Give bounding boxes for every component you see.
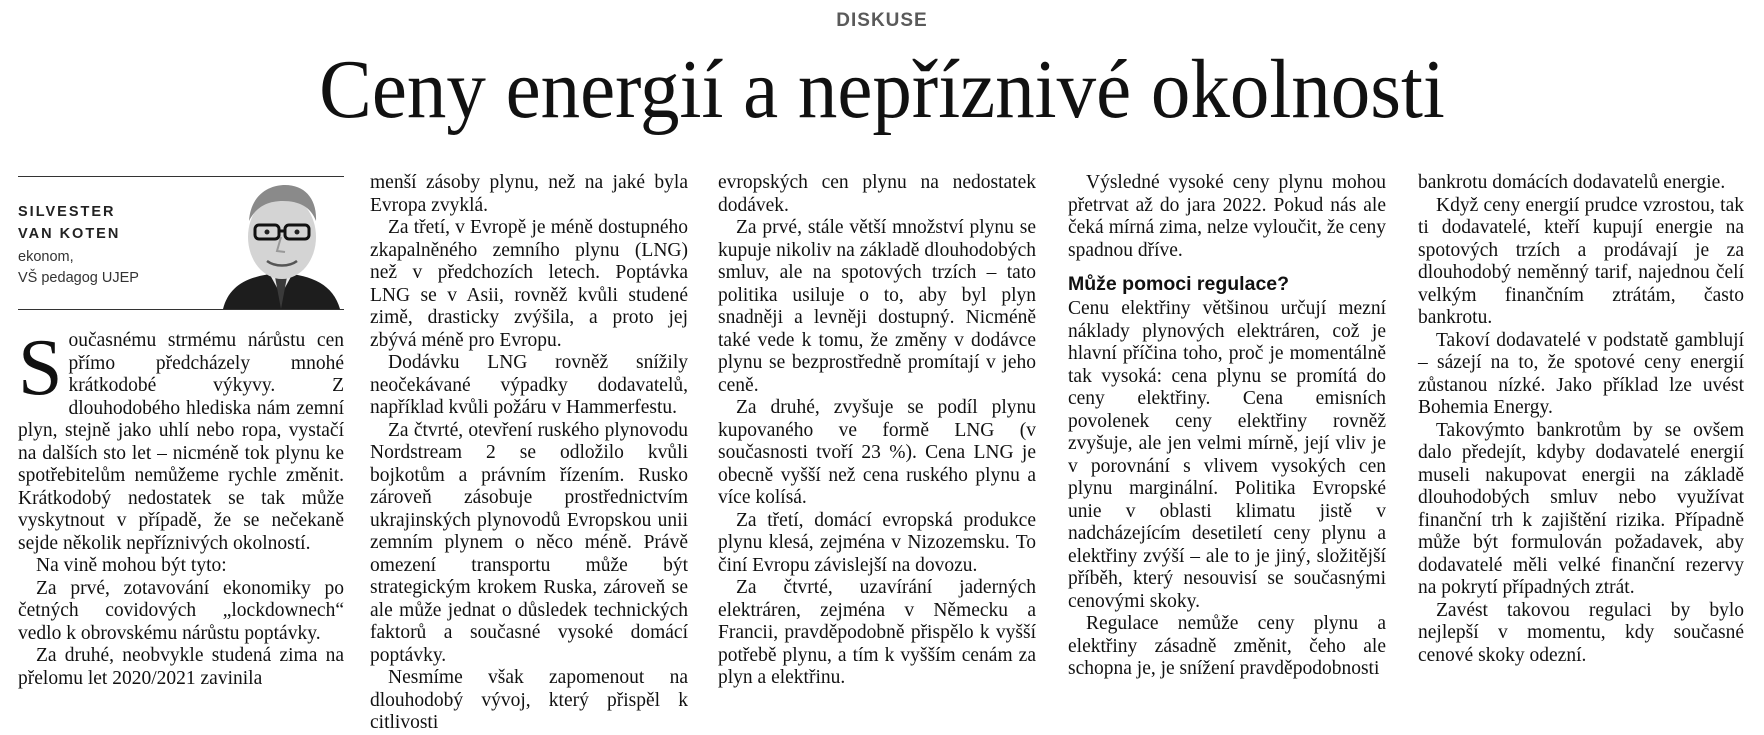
paragraph: Zavést takovou regulaci by bylo nejlepší v momentu, kdy současné cenové skoky odezní.: [1418, 599, 1744, 666]
paragraph: evropských cen plynu na nedostatek dodávek.: [718, 172, 1036, 216]
paragraph: Když ceny energií prudce vzrostou, tak ti dodavatelé, kteří kupují energie na spotových trzích a prodávají je za dlouhodobý neměnný tarif, najednou čelí velkým finančním ztrátám, často bankrotu.: [1418, 194, 1744, 328]
paragraph: Za prvé, stále větší množství plynu se kupuje nikoliv na základě dlouhodobých smluv, ale na spotových trzích – tato politika usiluje o to, aby byl plyn snadněji a levněji dostupný. Nicméně také vede k tomu, že změny v dodávce plynu se bezprostředně promítají v jeho ceně.: [718, 217, 1036, 396]
author-role: [18, 247, 139, 289]
paragraph: Za prvé, zotavování ekonomiky po četných covidových „lockdownech“ vedlo k obrovskému nárůstu poptávky.: [18, 577, 344, 644]
paragraph: Za třetí, v Evropě je méně dostupného zkapalněného zemního plynu (LNG) než v předchozích letech. Poptávka LNG se v Asii, rovněž kvůli studené zimě, drasticky zvýšila, a proto jej zbývá méně pro Evropu.: [370, 217, 688, 351]
paragraph: Na vině mohou být tyto:: [36, 555, 227, 576]
author-name: [18, 201, 120, 245]
paragraph: menší zásoby plynu, než na jaké byla Evropa zvyklá.: [370, 172, 688, 216]
author-name-line2: VAN KOTEN: [18, 226, 121, 242]
author-role-line2: VŠ pedagog UJEP: [18, 270, 139, 286]
paragraph: Za druhé, neobvykle studená zima na přelomu let 2020/2021 zavinila: [18, 645, 344, 689]
author-portrait: [219, 177, 344, 309]
author-name-line1: SILVESTER: [18, 204, 116, 220]
author-box: [18, 176, 344, 310]
paragraph: Za čtvrté, uzavírání jaderných elektráren, zejména v Německu a Francii, pravděpodobně přispělo k vyšší potřebě plynu, a tím k vyšším cenám za plyn a elektřinu.: [718, 577, 1036, 688]
paragraph: bankrotu domácích dodavatelů energie.: [1418, 172, 1726, 193]
paragraph: Výsledné vysoké ceny plynu mohou přetrvat až do jara 2022. Pokud nás ale čeká mírná zima, nelze vyloučit, že ceny spadnou dříve.: [1068, 172, 1386, 261]
article-column-5: [1418, 172, 1744, 667]
article-column-1: [18, 324, 344, 690]
paragraph: Za čtvrté, otevření ruského plynovodu Nordstream 2 se odložilo kvůli bojkotům a právním řízením. Rusko zároveň zásobuje prostřednictvím ukrajinských plynovodů Evropskou unii zemním plynem o něco méně. Právě omezení transportu může být strategickým krokem Ruska, zároveň se ale může jednat o důsledek technických faktorů a současné vysoké domácí poptávky.: [370, 419, 688, 666]
headline: Ceny energií a nepříznivé okolnosti: [319, 43, 1445, 136]
paragraph: Takovýmto bankrotům by se ovšem dalo předejít, kdyby dodavatelé energií museli nakupovat energii na základě dlouhodobých smluv nebo využívat finanční trh k zajištění rizika. Případně může být formulován požadavek, aby dodavatelé měli velké finanční rezervy na pokrytí případných ztrát.: [1418, 419, 1744, 598]
paragraph: Za druhé, zvyšuje se podíl plynu kupovaného ve formě LNG (v současnosti tvoří 23 %). Cena LNG je obecně vyšší než cena ruského plynu a více kolísá.: [718, 397, 1036, 508]
article-column-2: [370, 172, 688, 735]
author-role-line1: ekonom,: [18, 249, 74, 265]
section-label: DISKUSE: [836, 10, 928, 31]
paragraph: Takoví dodavatelé v podstatě gamblují – sázejí na to, že spotové ceny energií zůstanou nízké. Jako příklad lze uvést Bohemia Energy.: [1418, 329, 1744, 418]
paragraph-text: oučasnému strmému nárůstu cen přímo předcházely mnohé krátkodobé výkyvy. Z dlouhodobého hlediska nám zemní plyn, stejně jako uhlí nebo ropa, vystačí na dalších sto let – nicméně tok plynu ke spotřebitelům nemůžeme rychle změnit. Krátkodobý nedostatek se tak může vyskytnout v případě, že se nečekaně sejde několik nepříznivých okolností.: [18, 330, 344, 554]
paragraph: Dodávku LNG rovněž snížily neočekávané výpadky dodavatelů, například kvůli požáru v Hammerfestu.: [370, 352, 688, 418]
paragraph: Regulace nemůže ceny plynu a elektřiny zásadně změnit, čeho ale schopna je, je snížení pravděpodobnosti: [1068, 613, 1386, 679]
paragraph: Nesmíme však zapomenout na dlouhodobý vývoj, který přispěl k citlivosti: [370, 667, 688, 733]
paragraph: Za třetí, domácí evropská produkce plynu klesá, zejména v Nizozemsku. To činí Evropu závislejší na dovozu.: [718, 509, 1036, 576]
drop-cap: S: [18, 324, 63, 412]
article-column-4: [1068, 172, 1386, 681]
paragraph: [18, 324, 344, 555]
article-column-3: [718, 172, 1036, 690]
paragraph: Cenu elektřiny většinou určují mezní náklady plynových elektráren, což je hlavní příčina toho, proč je momentálně tak vysoká: cena plynu se promítá do ceny elektřiny. Cena emisních povolenek ceny elektřiny rovněž zvyšuje, ale jen velmi mírně, její vliv je v porovnání s vlivem vysokých cen plynu marginální. Politika Evropské unie v oblasti klimatu jistě v nadcházejícím desetiletí ceny plynu a elektřiny zvýší – ale to je jiný, složitější příběh, který nesouvisí se současnými cenovými skoky.: [1068, 298, 1386, 612]
subheading: Může pomoci regulace?: [1068, 273, 1290, 295]
